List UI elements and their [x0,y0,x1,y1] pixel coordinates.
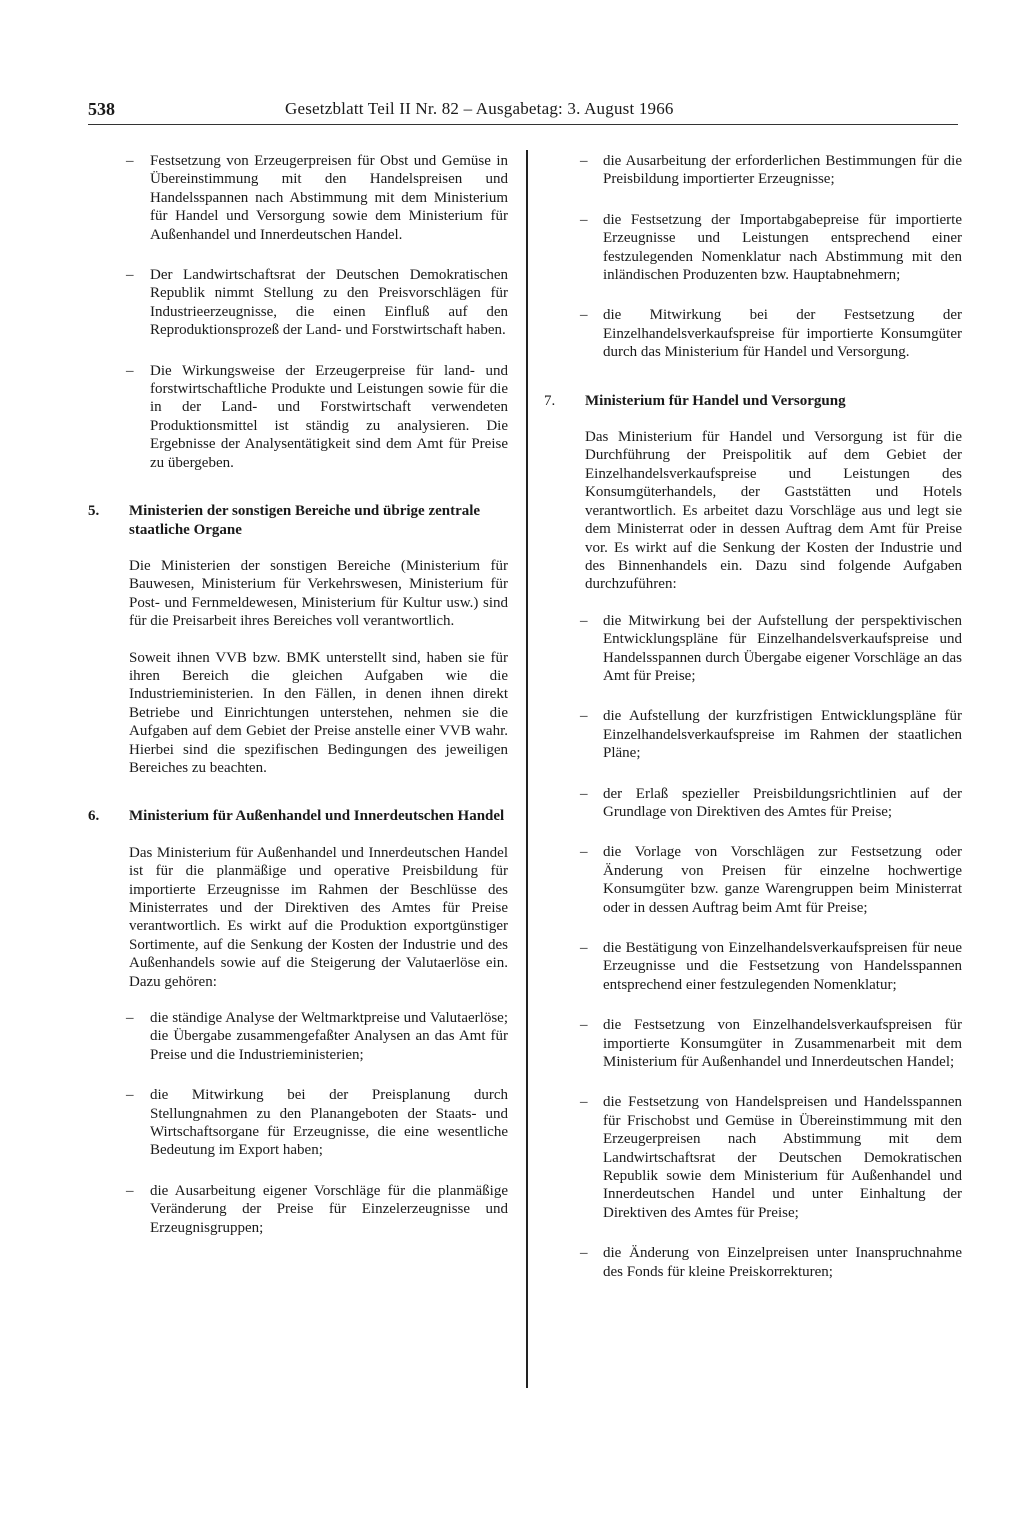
dash-bullet: – [126,153,134,169]
section-heading-5 [88,502,508,539]
dash-bullet: – [580,1245,588,1262]
list-item-text: Der Landwirtschaftsrat der Deutschen Demokratischen Republik nimmt Stellung zu den Preisvorschlägen für Industrieerzeugnisse, die einen Einfluß auf den Reproduktionsprozeß der Land- und Forstwirtschaft haben. [150,267,508,339]
list-item [544,707,962,762]
list-item [544,1016,962,1071]
dash-bullet: – [580,940,588,956]
list-item [544,211,962,285]
dash-bullet: – [580,211,588,228]
dash-bullet: – [126,1182,134,1199]
list-item-text: die Festsetzung der Importabgabepreise für importierte Erzeugnisse und Leistungen entsprechend einer festzulegenden Nomenklatur nach Abstimmung mit den inländischen Produzenten bzw. Hauptabnehmern; [603,211,962,284]
dash-bullet: – [580,844,588,861]
left-column [88,152,508,1259]
paragraph: Das Ministerium für Handel und Versorgung ist für die Durchführung der Preispolitik auf dem Gebiet der Einzelhandelsverkaufspreise und Leistungen des Konsumgüterhandels, der Gaststätten und Hotels verantwortlich. Es arbeitet dazu Vorschläge aus und legt sie dem Ministerrat oder in dessen Auftrag dem Amt für Preise vor. Es wirkt auf die Senkung der Kosten der Industrie und des Binnenhandels ein. Dazu sind folgende Aufgaben durchzuführen: [585,429,962,593]
list-item-text: die Festsetzung von Handelspreisen und Handelsspannen für Frischobst und Gemüse in Übereinstimmung mit den Erzeugerpreisen nach Abstimmung mit dem Landwirtschaftsrat der Deutschen Demokratischen Republik sowie dem Ministerium für Außenhandel und Innerdeutschen Handel und unter Einhaltung der Direktiven des Amtes für Preise; [603,1094,962,1221]
list-item [544,612,962,686]
dash-bullet: – [580,307,588,324]
list-item [88,1182,508,1237]
column-divider [526,150,528,1388]
list-item-text: die Mitwirkung bei der Festsetzung der Einzelhandelsverkaufspreise für importierte Konsumgüter durch das Ministerium für Handel und Versorgung. [603,307,962,361]
list-item-text: die Ausarbeitung eigener Vorschläge für die planmäßige Veränderung der Preise für Einzelerzeugnisse und Erzeugnisgruppen; [150,1182,508,1236]
right-column [544,152,962,1303]
list-item [544,785,962,822]
dash-bullet: – [126,267,134,284]
dash-bullet: – [126,1087,134,1104]
list-item-text: die Änderung von Einzelpreisen unter Inanspruchnahme des Fonds für kleine Preiskorrekturen; [603,1245,962,1280]
list-item [88,1009,508,1064]
list-item-text: die Aufstellung der kurzfristigen Entwicklungspläne für Einzelhandelsverkaufspreise im Rahmen der staatlichen Pläne; [603,708,962,762]
paragraph: Die Ministerien der sonstigen Bereiche (Ministerium für Bauwesen, Ministerium für Verkehrswesen, Ministerium für Post- und Fernmeldewesen, Ministerium für Kultur usw.) sind für die Preisarbeit ihres Bereiches voll verantwortlich. [129,557,508,630]
dash-bullet: – [580,153,588,169]
dash-bullet: – [580,612,588,629]
list-item [88,152,508,244]
list-item-text: Die Wirkungsweise der Erzeugerpreise für land- und forstwirtschaftliche Produkte und Leistungen sowie für die in der Land- und Forstwirtschaft verwendeten Produktionsmittel ist ständig zu analysieren. Die Ergebnisse der Analysentätigkeit sind dem Amt für Preise zu übergeben. [150,362,508,471]
list-item-text: Festsetzung von Erzeugerpreisen für Obst und Gemüse in Übereinstimmung mit den Handelspreisen und Handelsspannen nach Abstimmung mit dem Ministerium für Handel und Versorgung sowie dem Ministerium für Außenhandel und Innerdeutschen Handel. [150,153,508,243]
page-number: 538 [88,99,115,119]
dash-bullet: – [580,785,588,802]
list-item [544,306,962,361]
section-title: Ministerien der sonstigen Bereiche und übrige zentrale staatliche Organe [129,503,481,538]
list-item [88,1086,508,1160]
list-item [544,152,962,189]
section-number: 7. [544,392,556,409]
list-item-text: die Vorlage von Vorschlägen zur Festsetzung oder Änderung von Preisen für einzelne hochwertige Konsumgüter bzw. ganze Warengruppen beim Ministerrat oder in dessen Auftrag beim Amt für Preise; [603,844,962,916]
header-rule [88,124,958,125]
list-item-text: die Bestätigung von Einzelhandelsverkaufspreisen für neue Erzeugnisse und die Festsetzung von Handelsspannen entsprechend einer festzulegenden Nomenklatur; [603,940,962,993]
list-item [544,939,962,994]
dash-bullet: – [580,1017,588,1034]
list-item-text: die Festsetzung von Einzelhandelsverkaufspreisen für importierte Konsumgüter in Zusammenarbeit mit dem Ministerium für Außenhandel und Innerdeutschen Handel; [603,1017,962,1071]
list-item [544,843,962,917]
section-heading-7 [544,392,962,410]
list-item-text: der Erlaß spezieller Preisbildungsrichtlinien auf der Grundlage von Direktiven des Amtes für Preise; [603,785,962,820]
list-item [544,1093,962,1222]
running-head: Gesetzblatt Teil II Nr. 82 – Ausgabetag: 3. August 1966 [285,99,674,118]
paragraph: Soweit ihnen VVB bzw. BMK unterstellt sind, haben sie für ihren Bereich die gleichen Aufgaben wie die Industrieministerien. In den Fällen, in denen ihnen direkt Betriebe und Einrichtungen unterstehen, nehmen sie die Aufgaben auf dem Gebiet der Preise anstelle einer VVB wahr. Hierbei sind die spezifischen Bedingungen des jeweiligen Bereiches zu beachten. [129,649,508,776]
list-item [544,1244,962,1281]
list-item [88,266,508,340]
dash-bullet: – [126,362,134,379]
section-title: Ministerium für Außenhandel und Innerdeutschen Handel [129,808,505,825]
list-item-text: die ständige Analyse der Weltmarktpreise und Valutaerlöse; die Übergabe zusammengefaßter Analysen an das Amt für Preise und die Industrieministerien; [150,1010,508,1063]
list-item-text: die Ausarbeitung der erforderlichen Bestimmungen für die Preisbildung importierter Erzeugnisse; [603,153,962,188]
dash-bullet: – [126,1010,134,1027]
list-item [88,362,508,472]
section-number: 5. [88,503,100,520]
list-item-text: die Mitwirkung bei der Aufstellung der perspektivischen Entwicklungspläne für Einzelhandelsverkaufspreise und Handelsspannen durch Übergabe eigener Vorschläge an das Amt für Preise; [603,612,962,684]
paragraph: Das Ministerium für Außenhandel und Innerdeutschen Handel ist für die planmäßige und operative Preisbildung für importierte Erzeugnisse im Rahmen der Beschlüsse des Ministerrates und der Direktiven des Amtes für Preise verantwortlich. Es wirkt auf die Produktion exportgünstiger Sortimente, auf die Senkung der Kosten der Industrie und des Außenhandels sowie auf die Steigerung der Valutaerlöse ein. Dazu gehören: [129,844,508,990]
section-title: Ministerium für Handel und Versorgung [585,392,846,409]
dash-bullet: – [580,708,588,725]
section-number: 6. [88,808,100,825]
section-heading-6 [88,807,508,825]
list-item-text: die Mitwirkung bei der Preisplanung durch Stellungnahmen zu den Planangeboten der Staats- und Wirtschaftsorgane für Erzeugnisse, die eine wesentliche Bedeutung im Export haben; [150,1087,508,1159]
dash-bullet: – [580,1094,588,1111]
